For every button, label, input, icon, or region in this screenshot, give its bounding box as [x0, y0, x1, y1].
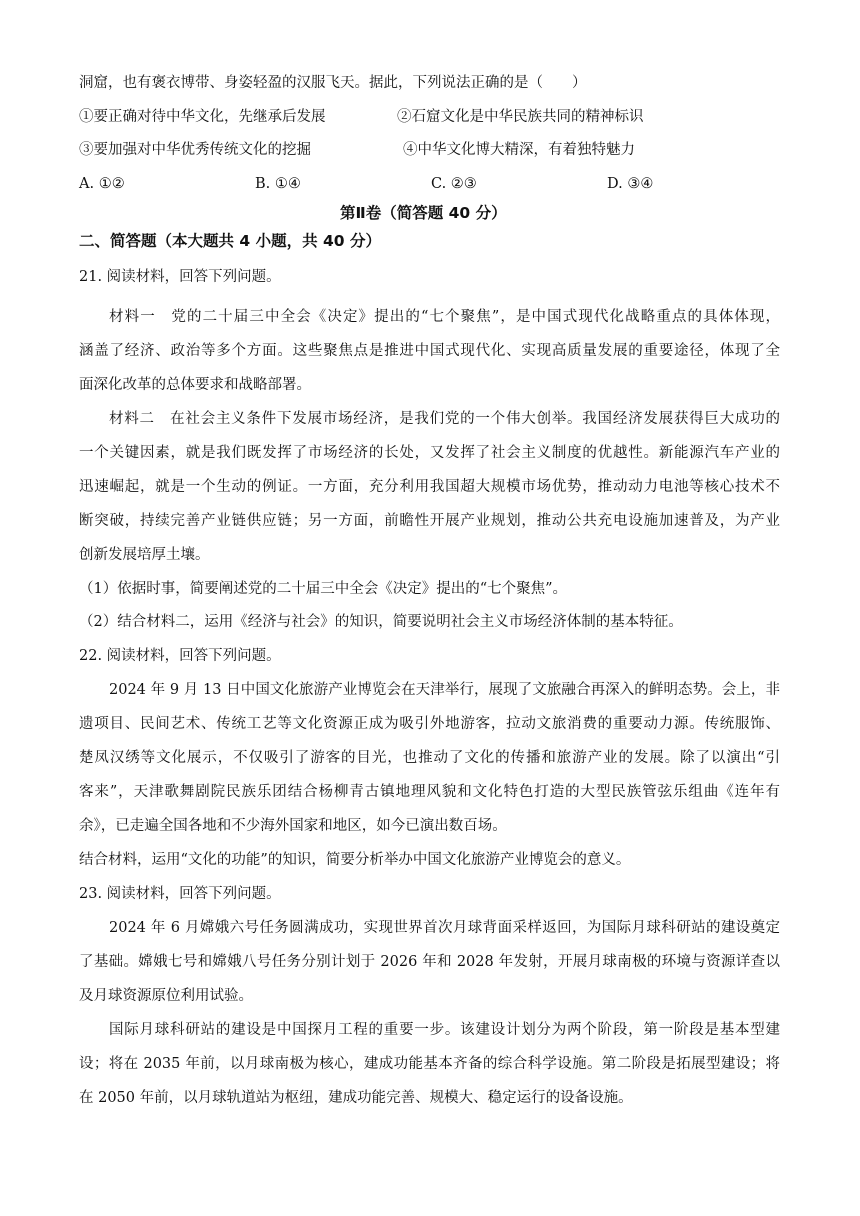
q23-material-line: 设；将在 2035 年前，以月球南极为核心，建成功能基本齐备的综合科学设施。第二阶段是拓展型建设；将: [79, 1056, 780, 1072]
q22-question: 结合材料，运用“文化的功能”的知识，简要分析举办中国文化旅游产业博览会的意义。: [79, 852, 631, 868]
q20-option-b: B. ①④: [255, 176, 301, 192]
q21-material2-line: 一个关键因素，就是我们既发挥了市场经济的长处，又发挥了社会主义制度的优越性。新能源汽车产业的: [79, 445, 780, 461]
q23-material-line: 国际月球科研站的建设是中国探月工程的重要一步。该建设计划分为两个阶段，第一阶段是基本型建: [109, 1022, 780, 1038]
q22-material-line: 客来”，天津歌舞剧院民族乐团结合杨柳青古镇地理风貌和文化特色打造的大型民族管弦乐组曲《连年有: [79, 784, 780, 800]
q23-material-line: 了基础。嫦娥七号和嫦娥八号任务分别计划于 2026 年和 2028 年发射，开展月球南极的环境与资源详查以: [79, 954, 780, 970]
q20-statement-4: ④中华文化博大精深，有着独特魅力: [403, 142, 635, 158]
q20-stem-tail: 洞窟，也有褒衣博带、身姿轻盈的汉服飞天。据此，下列说法正确的是（ ）: [79, 75, 587, 91]
q20-option-a: A. ①②: [79, 176, 125, 192]
q21-subquestion-2: （2）结合材料二，运用《经济与社会》的知识，简要说明社会主义市场经济体制的基本特征。: [79, 614, 683, 630]
q22-material-line: 2024 年 9 月 13 日中国文化旅游产业博览会在天津举行，展现了文旅融合再深入的鲜明态势。会上，非: [109, 682, 780, 698]
q22-heading: 22. 阅读材料，回答下列问题。: [79, 648, 281, 664]
q22-material-line: 余》，已走遍全国各地和不少海外国家和地区，如今已演出数百场。: [79, 818, 507, 834]
q23-material-line: 2024 年 6 月嫦娥六号任务圆满成功，实现世界首次月球背面采样返回，为国际月球科研站的建设奠定: [109, 920, 780, 936]
q21-material2-line: 创新发展培厚土壤。: [79, 547, 210, 563]
part2-title: 第Ⅱ卷（简答题 40 分）: [340, 204, 507, 222]
q22-material-line: 楚凤汉绣等文化展示，不仅吸引了游客的目光，也推动了文化的传播和旅游产业的发展。除了以演出“引: [79, 750, 780, 766]
q20-statement-3: ③要加强对中华优秀传统文化的挖掘: [79, 142, 311, 158]
q23-material-line: 及月球资源原位利用试验。: [79, 988, 253, 1004]
q20-statement-1: ①要正确对待中华文化，先继承后发展: [79, 109, 326, 125]
q21-material2-line: 材料二 在社会主义条件下发展市场经济，是我们党的一个伟大创举。我国经济发展获得巨大成功的: [109, 411, 780, 427]
q23-heading: 23. 阅读材料，回答下列问题。: [79, 886, 281, 902]
q21-material1-line: 面深化改革的总体要求和战略部署。: [79, 377, 311, 393]
q22-material-line: 遗项目、民间艺术、传统工艺等文化资源正成为吸引外地游客，拉动文旅消费的重要动力源。传统服饰、: [79, 716, 780, 732]
q20-option-d: D. ③④: [607, 176, 654, 192]
q21-subquestion-1: （1）依据时事，简要阐述党的二十届三中全会《决定》提出的“七个聚焦”。: [79, 581, 568, 597]
q21-heading: 21. 阅读材料，回答下列问题。: [79, 269, 281, 285]
section2-title: 二、简答题（本大题共 4 小题，共 40 分）: [79, 232, 381, 250]
q23-material-line: 在 2050 年前，以月球轨道站为枢纽，建成功能完善、规模大、稳定运行的设备设施。: [79, 1090, 633, 1106]
q21-material2-line: 迅速崛起，就是一个生动的例证。一方面，充分利用我国超大规模市场优势，推动动力电池等核心技术不: [79, 479, 780, 495]
q21-material1-line: 材料一 党的二十届三中全会《决定》提出的“七个聚焦”，是中国式现代化战略重点的具体体现，: [109, 309, 780, 325]
q21-material1-line: 涵盖了经济、政治等多个方面。这些聚焦点是推进中国式现代化、实现高质量发展的重要途径，体现了全: [79, 343, 780, 359]
q20-option-c: C. ②③: [431, 176, 477, 192]
q21-material2-line: 断突破，持续完善产业链供应链；另一方面，前瞻性开展产业规划，推动公共充电设施加速普及，为产业: [79, 513, 780, 529]
q20-statement-2: ②石窟文化是中华民族共同的精神标识: [397, 109, 644, 125]
